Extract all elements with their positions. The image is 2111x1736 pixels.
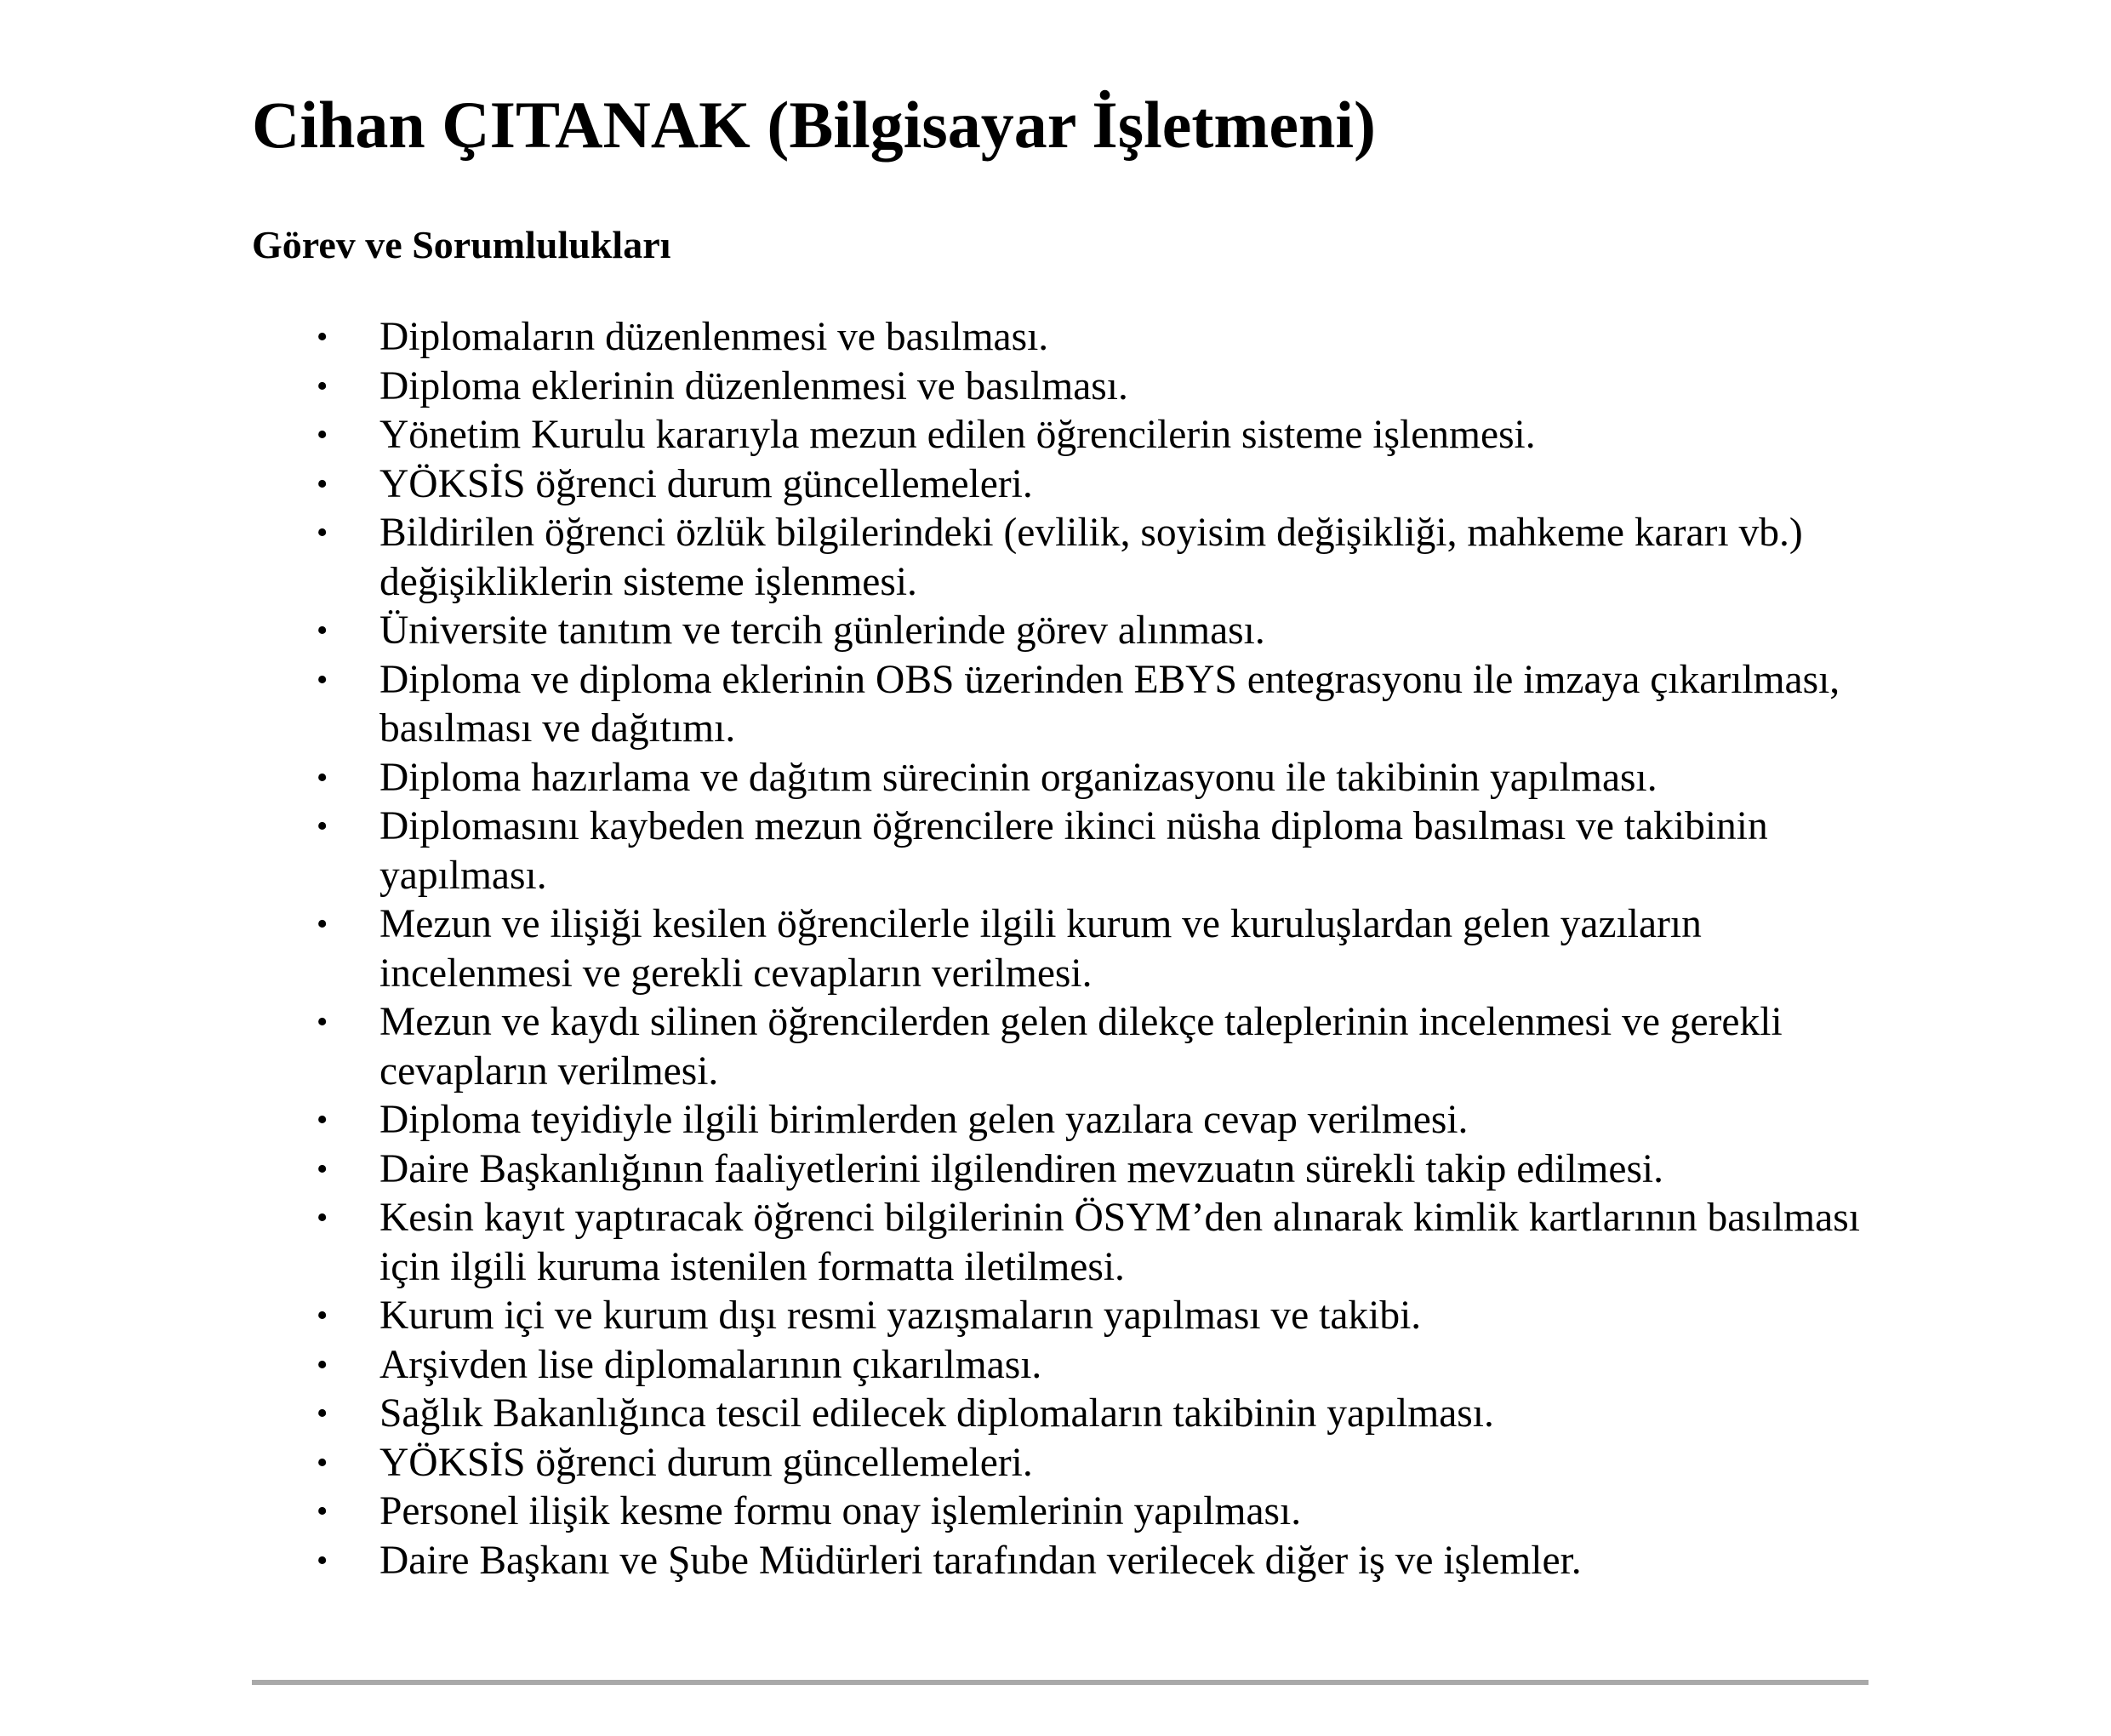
list-item (252, 656, 1894, 754)
list-item (252, 1390, 1894, 1439)
list-item-text: Yönetim Kurulu kararıyla mezun edilen öğrencilerin sisteme işlenmesi. (379, 413, 1536, 457)
bullet-icon: • (317, 1151, 328, 1187)
list-item-text: Diploma teyidiyle ilgili birimlerden gelen yazılara cevap verilmesi. (379, 1098, 1469, 1142)
list-item (252, 754, 1894, 803)
bullet-icon: • (317, 1102, 328, 1138)
list-item-text: Daire Başkanlığının faaliyetlerini ilgilendiren mevzuatın sürekli takip edilmesi. (379, 1146, 1664, 1191)
list-item (252, 363, 1894, 412)
list-item (252, 411, 1894, 460)
bullet-icon: • (317, 417, 328, 453)
list-item (252, 802, 1894, 900)
bullet-icon: • (317, 759, 328, 796)
bullet-icon: • (317, 1493, 328, 1529)
list-item (252, 460, 1894, 510)
list-item (252, 900, 1894, 998)
list-item-text: Diploma eklerinin düzenlenmesi ve basılması. (379, 363, 1128, 408)
list-item-text: YÖKSİS öğrenci durum güncellemeleri. (379, 1440, 1033, 1485)
bullet-icon: • (317, 368, 328, 404)
list-item (252, 998, 1894, 1096)
duties-list (252, 313, 1894, 1585)
bullet-icon: • (317, 319, 328, 355)
list-item-text: Diplomaların düzenlenmesi ve basılması. (379, 315, 1049, 359)
bullet-icon: • (317, 1444, 328, 1481)
bullet-icon: • (317, 613, 328, 648)
list-item (252, 1439, 1894, 1488)
bullet-icon: • (317, 1542, 328, 1579)
bullet-icon: • (317, 1346, 328, 1383)
bullet-icon: • (317, 1200, 328, 1236)
bullet-icon: • (317, 1396, 328, 1431)
list-item-text: Arşivden lise diplomalarının çıkarılması. (379, 1342, 1042, 1387)
list-item-text: Mezun ve ilişiği kesilen öğrencilerle ilgili kurum ve kuruluşlardan gelen yazıların incelenmesi ve gerekli cevapların verilmesi. (379, 902, 1702, 996)
list-item-text: Üniversite tanıtım ve tercih günlerinde görev alınması. (379, 608, 1265, 653)
list-item-text: Diploma hazırlama ve dağıtım sürecinin organizasyonu ile takibinin yapılması. (379, 755, 1657, 800)
bullet-icon: • (317, 1004, 328, 1040)
bullet-icon: • (317, 1298, 328, 1333)
list-item-text: Diplomasını kaybeden mezun öğrencilere ikinci nüsha diploma basılması ve takibinin yapılması. (379, 804, 1768, 898)
list-item (252, 313, 1894, 363)
bullet-icon: • (317, 515, 328, 551)
list-item (252, 607, 1894, 656)
list-item-text: Daire Başkanı ve Şube Müdürleri tarafından verilecek diğer iş ve işlemler. (379, 1538, 1582, 1583)
bullet-icon: • (317, 808, 328, 844)
bullet-icon: • (317, 465, 328, 502)
list-item-text: YÖKSİS öğrenci durum güncellemeleri. (379, 461, 1033, 506)
list-item (252, 509, 1894, 607)
list-item-text: Mezun ve kaydı silinen öğrencilerden gelen dilekçe taleplerinin incelenmesi ve gerekli cevapların verilmesi. (379, 1000, 1783, 1094)
bullet-icon: • (317, 661, 328, 698)
list-item (252, 1145, 1894, 1195)
list-item-text: Kurum içi ve kurum dışı resmi yazışmaların yapılması ve takibi. (379, 1293, 1422, 1338)
list-item-text: Bildirilen öğrenci özlük bilgilerindeki (evlilik, soyisim değişikliği, mahkeme kararı vb.) değişikliklerin sisteme işlenmesi. (379, 511, 1803, 604)
list-item (252, 1096, 1894, 1145)
list-item-text: Personel ilişik kesme formu onay işlemlerinin yapılması. (379, 1489, 1302, 1533)
bullet-icon: • (317, 906, 328, 942)
page-title: Cihan ÇITANAK (Bilgisayar İşletmeni) (252, 88, 1377, 162)
list-item-text: Diploma ve diploma eklerinin OBS üzerinden EBYS entegrasyonu ile imzaya çıkarılması, basılması ve dağıtımı. (379, 657, 1840, 751)
section-heading: Görev ve Sorumlulukları (252, 223, 671, 266)
list-item (252, 1537, 1894, 1586)
list-item-text: Kesin kayıt yaptıracak öğrenci bilgilerinin ÖSYM’den alınarak kimlik kartlarının basılması için ilgili kuruma istenilen formatta iletilmesi. (379, 1196, 1860, 1289)
list-item (252, 1341, 1894, 1391)
list-item (252, 1292, 1894, 1341)
list-item (252, 1488, 1894, 1537)
list-item (252, 1194, 1894, 1292)
bottom-divider (252, 1680, 1869, 1685)
list-item-text: Sağlık Bakanlığınca tescil edilecek diplomaların takibinin yapılması. (379, 1391, 1494, 1436)
